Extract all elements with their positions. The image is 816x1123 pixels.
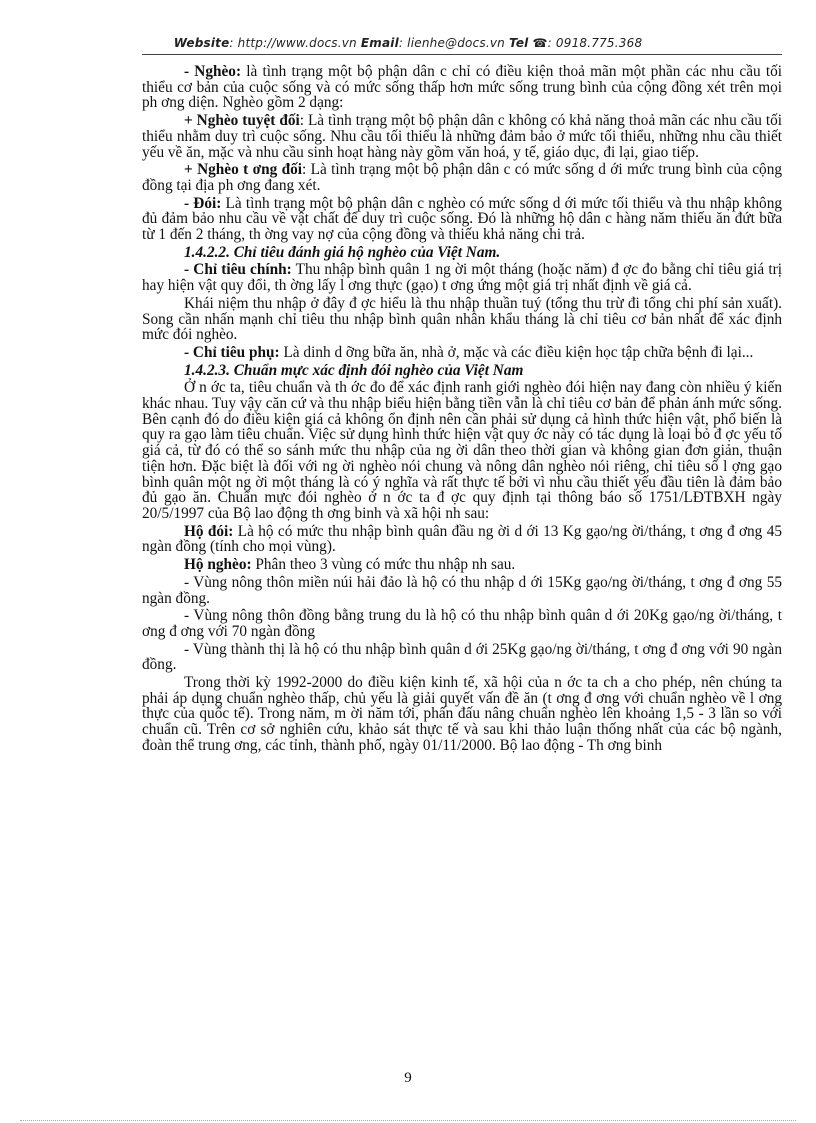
paragraph-label: - Chỉ tiêu phụ: bbox=[184, 343, 280, 361]
paragraph-text: Là dinh d ỡng bữa ăn, nhà ở, mặc và các điều kiện học tập chữa bệnh đi lại... bbox=[279, 343, 754, 361]
paragraph-text: : Là tình trạng một bộ phận dân c có mức sống d ới mức trung bình của cộng đồng tại địa ph ơng đang xét. bbox=[142, 161, 782, 194]
paragraph-label: - Đói: bbox=[184, 194, 222, 212]
body-paragraph bbox=[142, 380, 782, 521]
body-paragraph bbox=[142, 162, 782, 193]
paragraph-text: - Vùng nông thôn đồng bằng trung du là hộ có thu nhập bình quân d ới 20Kg gạo/ng ời/tháng, t ơng đ ơng với 70 ngàn đồng bbox=[142, 607, 782, 640]
body-paragraph bbox=[142, 113, 782, 160]
paragraph-text: - Vùng thành thị là hộ có thu nhập bình quân d ới 25Kg gạo/ng ời/tháng, t ơng đ ơng với 90 ngàn đồng. bbox=[142, 640, 782, 674]
paragraph-text: Thu nhập bình quân 1 ng ời một tháng (hoặc năm) đ ợc đo bằng chỉ tiêu giá trị hay hiện vật quy đổi, th ờng lấy l ơng thực (gạo) t ơng ứng một giá trị nhất định về giá cả. bbox=[142, 261, 782, 295]
paragraph-label: Hộ đói: bbox=[184, 522, 234, 540]
website-value: : http://www.docs.vn bbox=[229, 36, 357, 50]
website-label: Website bbox=[173, 36, 230, 50]
body-paragraph bbox=[142, 642, 782, 673]
paragraph-label: + Nghèo tuyệt đối bbox=[184, 112, 300, 130]
page-number: 9 bbox=[404, 1070, 412, 1086]
body-paragraph bbox=[142, 262, 782, 293]
paragraph-text: Là hộ có mức thu nhập bình quân đầu ng ời d ới 13 Kg gạo/ng ời/tháng, t ơng đ ơng 45 ngàn đồng (tính cho mọi vùng). bbox=[142, 522, 782, 556]
paragraph-text: Là tình trạng một bộ phận dân c nghèo có mức sống d ới mức tối thiểu và thu nhập không đủ đảm bảo nhu cầu về vật chất để duy trì cuộc sống. Đó là những hộ dân c hàng năm thiếu ăn đứt bữa từ 1 đến 2 tháng, th ờng vay nợ của cộng đồng và thiếu khả năng chi trả. bbox=[142, 194, 782, 244]
paragraph-text: Ở n ớc ta, tiêu chuẩn và th ớc đo để xác định ranh giới nghèo đói hiện nay đang còn nhiều ý kiến khác nhau. Tuy vậy căn cứ và thu nhập biểu hiện bằng tiền vẫn là chỉ tiêu cơ bản để phản ánh mức sống. Bên cạnh đó do điều kiện giá cả không ổn định nên cần phải sử dụng cả hình thức hiện vật, phổ biến là quy ra gạo làm tiêu chuẩn. Việc sử dụng hình thức hiện vật quy ớc này có tác dụng là loại bỏ đ ợc yếu tố giá cả, từ đó có thể so sánh mức thu nhập của ng ời dân theo thời gian và không gian đơn giản, thuận tiện hơn. Đặc biệt là đối với ng ời nghèo nói chung và nông dân nghèo nói riêng, chỉ tiêu số l ợng gạo bình quân một ng ời một tháng là có ý nghĩa và rất thực tế bởi vì nhu cầu thiết yếu đầu tiên là đảm bảo đủ gạo ăn. Chuẩn mực đói nghèo ở n ớc ta đ ợc quy định tại thông báo số 1751/LĐTBXH ngày 20/5/1997 của Bộ lao động th ơng binh và xã hội nh sau: bbox=[142, 379, 782, 522]
paragraph-text: : Là tình trạng một bộ phận dân c không có khả năng thoả mãn các nhu cầu tối thiểu nhằm duy trì cuộc sống. Nhu cầu tối thiểu là những đảm bảo ở mức tối thiểu, những nhu cầu thiết yếu về ăn, mặc và nhu cầu sinh hoạt hàng này gồm văn hoá, y tế, giáo dục, đi lại, giao tiếp. bbox=[142, 112, 783, 161]
paragraph-label: Hộ nghèo: bbox=[184, 556, 252, 574]
body-paragraph bbox=[142, 575, 782, 606]
body-paragraph bbox=[142, 675, 782, 754]
body-paragraph bbox=[142, 557, 782, 573]
phone-icon: ☎ bbox=[532, 36, 548, 50]
paragraph-label: - Nghèo: bbox=[184, 63, 242, 80]
paragraph-text: là tình trạng một bộ phận dân c chỉ có điều kiện thoả mãn một phần các nhu cầu tối thiểu cơ bản của cuộc sống và có mức sống thấp hơn mức sống trung bình của cộng đồng xét trên mọi ph ơng diện. Nghèo gồm 2 dạng: bbox=[142, 63, 782, 112]
paragraph-text: Trong thời kỳ 1992-2000 do điều kiện kinh tế, xã hội của n ớc ta ch a cho phép, nên chúng ta phải áp dụng chuẩn nghèo thấp, chủ yếu là giải quyết vấn đề ăn (t ơng đ ơng với chuẩn nghèo về l ơng thực của quốc tế). Trong năm, m ời năm tới, phấn đấu nâng chuẩn nghèo lên khoảng 1,5 - 3 lần so với chuẩn cũ. Trên cơ sở nghiên cứu, khảo sát thực tế và sau khi thảo luận thống nhất của các bộ ngành, đoàn thể trung ơng, các tỉnh, thành phố, ngày 01/11/2000. Bộ lao động - Th ơng binh bbox=[142, 674, 782, 754]
body-paragraph bbox=[142, 64, 782, 111]
tel-label: Tel bbox=[508, 36, 529, 50]
paragraph-label: + Nghèo t ơng đối bbox=[184, 161, 303, 179]
email-value: : lienhe@docs.vn bbox=[398, 36, 505, 50]
document-body bbox=[142, 64, 782, 756]
body-paragraph bbox=[142, 524, 782, 555]
section-subheading: 1.4.2.2. Chỉ tiêu đánh giá hộ nghèo của Việt Nam. bbox=[184, 243, 501, 261]
paragraph-text: Phân theo 3 vùng có mức thu nhập nh sau. bbox=[251, 556, 516, 574]
section-subheading: 1.4.2.3. Chuẩn mực xác định đói nghèo của Việt Nam bbox=[184, 361, 524, 379]
page-bottom-divider bbox=[20, 1120, 796, 1121]
tel-value: : 0918.775.368 bbox=[547, 36, 643, 50]
body-paragraph bbox=[142, 196, 782, 243]
paragraph-label: - Chỉ tiêu chính: bbox=[184, 261, 292, 279]
email-label: Email bbox=[360, 36, 399, 50]
paragraph-text: - Vùng nông thôn miền núi hải đảo là hộ có thu nhập d ới 15Kg gạo/ng ời/tháng, t ơng đ ơng 55 ngàn đồng. bbox=[142, 573, 782, 607]
body-paragraph bbox=[142, 608, 782, 639]
page-header bbox=[0, 36, 816, 50]
header-divider bbox=[142, 54, 782, 55]
body-paragraph bbox=[142, 345, 782, 361]
body-paragraph bbox=[142, 296, 782, 343]
paragraph-text: Khái niệm thu nhập ở đây đ ợc hiểu là thu nhập thuần tuý (tổng thu trừ đi tổng chi phí sản xuất). Song cần nhấn mạnh chỉ tiêu thu nhập bình quân nhân khẩu tháng là chỉ tiêu cơ bản nhất để xác định mức đói nghèo. bbox=[142, 294, 782, 344]
